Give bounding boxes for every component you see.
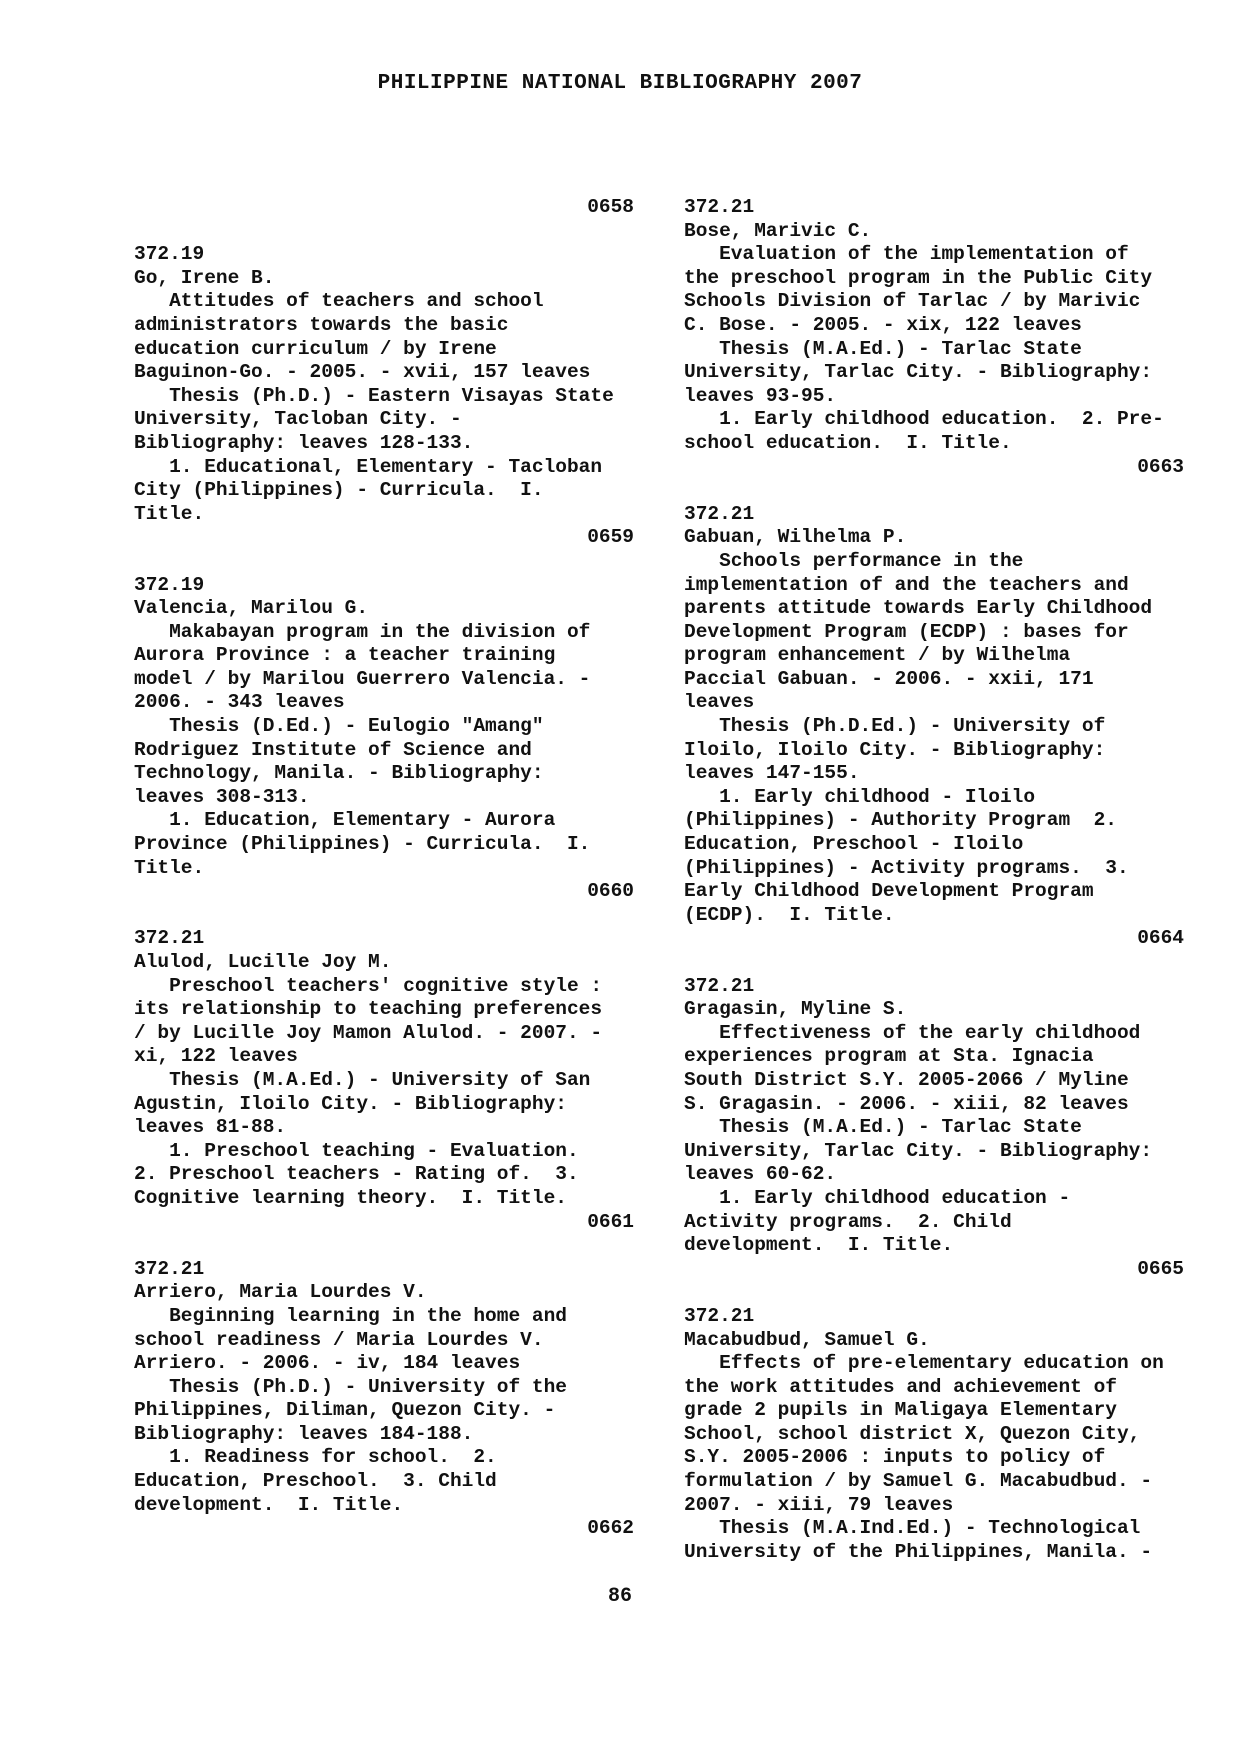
entry-line (134, 1234, 634, 1258)
entry-line: S. Gragasin. - 2006. - xiii, 82 leaves (684, 1092, 1129, 1115)
entry-line: Education, Preschool - Iloilo (684, 833, 1024, 856)
entry-line: Arriero, Maria Lourdes V. (134, 1281, 427, 1304)
entry-line: Gragasin, Myline S. (684, 998, 907, 1021)
entry-line: 1. Education, Elementary - Aurora (134, 809, 556, 832)
entry-line: 2007. - xiii, 79 leaves (684, 1493, 954, 1516)
entry-line: Rodriguez Institute of Science and (134, 738, 532, 761)
entry-line: 372.19 (134, 243, 205, 266)
entry-line: S.Y. 2005-2006 : inputs to policy of (684, 1446, 1106, 1469)
entry-line: Beginning learning in the home and (134, 1304, 567, 1327)
entry-line: Alulod, Lucille Joy M. (134, 951, 392, 973)
entry-line: leaves 147-155. (684, 762, 860, 785)
entry-line (134, 550, 634, 574)
entry-line: Thesis (D.Ed.) - Eulogio "Amang" (134, 715, 544, 738)
entry-line: parents attitude towards Early Childhood (684, 597, 1153, 620)
entry-line: / by Lucille Joy Mamon Alulod. - 2007. - (134, 1021, 603, 1044)
entry-line: 1. Early childhood education - (684, 1186, 1071, 1209)
entry-line: Activity programs. 2. Child (684, 1210, 1012, 1233)
entry-line: Iloilo, Iloilo City. - Bibliography: (684, 738, 1106, 761)
entry-line: Arriero. - 2006. - iv, 184 leaves (134, 1352, 521, 1375)
entry-line: Agustin, Iloilo City. - Bibliography: (134, 1092, 567, 1115)
entry-line: Philippines, Diliman, Quezon City. - (134, 1399, 556, 1422)
entry-line: Early Childhood Development Program (684, 880, 1094, 903)
entry-line: development. I. Title. (134, 1493, 404, 1516)
entry-line: Effects of pre-elementary education on (684, 1352, 1164, 1375)
entry-line: Thesis (M.A.Ind.Ed.) - Technological (684, 1517, 1141, 1540)
entry-line: 2. Preschool teachers - Rating of. 3. (134, 1163, 579, 1186)
entry-line: University, Tacloban City. - (134, 408, 462, 431)
entry-line: Macabudbud, Samuel G. (684, 1328, 930, 1351)
entry-number: 0659 (587, 526, 634, 549)
entry-line: Bibliography: leaves 184-188. (134, 1422, 474, 1445)
entry-line: Development Program (ECDP) : bases for (684, 620, 1129, 643)
entry-line: 372.21 (684, 196, 755, 218)
entry-line: school readiness / Maria Lourdes V. (134, 1328, 544, 1351)
entry-number: 0661 (587, 1210, 634, 1233)
entry-line: Province (Philippines) - Curricula. I. (134, 833, 591, 856)
entry-line: leaves (684, 691, 755, 714)
entry-line: 1. Preschool teaching - Evaluation. (134, 1139, 579, 1162)
entry-line: Education, Preschool. 3. Child (134, 1470, 497, 1493)
entry-line: Go, Irene B. (134, 266, 275, 289)
entry-line (684, 1281, 1184, 1305)
entry-line: (Philippines) - Authority Program 2. (684, 809, 1117, 832)
entry-line: Thesis (Ph.D.Ed.) - University of (684, 715, 1106, 738)
entry-line: 372.21 (684, 1304, 755, 1327)
entry-line: Schools performance in the (684, 549, 1024, 572)
entry-line (134, 904, 634, 928)
entry-line: Thesis (Ph.D.) - Eastern Visayas State (134, 384, 614, 407)
entry-line: the work attitudes and achievement of (684, 1375, 1117, 1398)
entry-line (684, 479, 1184, 503)
entry-line: 1. Readiness for school. 2. (134, 1446, 497, 1469)
entry-line: C. Bose. - 2005. - xix, 122 leaves (684, 313, 1082, 336)
entry-line: education curriculum / by Irene (134, 337, 497, 360)
entry-line: Baguinon-Go. - 2005. - xvii, 157 leaves (134, 361, 591, 384)
entry-line: South District S.Y. 2005-2066 / Myline (684, 1068, 1129, 1091)
entry-line: School, school district X, Quezon City, (684, 1422, 1141, 1445)
entry-line: experiences program at Sta. Ignacia (684, 1045, 1094, 1068)
entry-line: 2006. - 343 leaves (134, 691, 345, 714)
entry-line: Bibliography: leaves 128-133. (134, 431, 474, 454)
entry-line: Bose, Marivic C. (684, 219, 872, 242)
entry-line: Thesis (M.A.Ed.) - Tarlac State (684, 1116, 1082, 1139)
entry-line: leaves 93-95. (684, 384, 837, 407)
entry-line: City (Philippines) - Curricula. I. (134, 479, 544, 502)
entry-line: development. I. Title. (684, 1234, 954, 1257)
entry-line: Thesis (Ph.D.) - University of the (134, 1375, 567, 1398)
entry-line: Cognitive learning theory. I. Title. (134, 1186, 567, 1209)
entry-number: 0664 (1137, 927, 1184, 950)
entry-line: Thesis (M.A.Ed.) - University of San (134, 1068, 591, 1091)
entry-number: 0665 (1137, 1257, 1184, 1280)
entry-line: Evaluation of the implementation of (684, 243, 1129, 266)
entry-line: Technology, Manila. - Bibliography: (134, 762, 544, 785)
entry-line: Makabayan program in the division of (134, 620, 591, 643)
entry-line (684, 951, 1184, 975)
entry-line: Title. (134, 502, 205, 525)
entry-line: University of the Philippines, Manila. - (684, 1540, 1153, 1563)
entry-line: 372.21 (684, 974, 755, 997)
entry-line: Schools Division of Tarlac / by Marivic (684, 290, 1141, 313)
entry-number: 0660 (587, 880, 634, 903)
entry-line: 372.21 (134, 1257, 205, 1280)
entry-line: Effectiveness of the early childhood (684, 1021, 1141, 1044)
entry-line: Preschool teachers' cognitive style : (134, 974, 603, 997)
entry-line: 1. Early childhood education. 2. Pre- (684, 408, 1164, 431)
page-number: 86 (607, 1585, 632, 1608)
right-column (684, 196, 1184, 1564)
entry-line: grade 2 pupils in Maligaya Elementary (684, 1399, 1117, 1422)
entry-line: 372.19 (134, 573, 205, 596)
entry-line: (ECDP). I. Title. (684, 903, 895, 926)
entry-line: administrators towards the basic (134, 313, 509, 336)
entry-number: 0658 (587, 196, 634, 218)
entry-line: (Philippines) - Activity programs. 3. (684, 856, 1129, 879)
entry-line: Attitudes of teachers and school (134, 290, 544, 313)
entry-line: 372.21 (134, 927, 205, 950)
entry-line: program enhancement / by Wilhelma (684, 644, 1071, 667)
entry-line: leaves 60-62. (684, 1163, 837, 1186)
entry-line: Title. (134, 856, 205, 879)
entry-line: the preschool program in the Public City (684, 266, 1153, 289)
entry-line: 372.21 (684, 502, 755, 525)
entry-number: 0662 (587, 1517, 634, 1540)
entry-line: school education. I. Title. (684, 431, 1012, 454)
entry-line: model / by Marilou Guerrero Valencia. - (134, 667, 591, 690)
entry-line: xi, 122 leaves (134, 1045, 298, 1068)
entry-line: University, Tarlac City. - Bibliography: (684, 361, 1153, 384)
entry-line: its relationship to teaching preferences (134, 998, 603, 1021)
left-column (134, 196, 634, 1541)
entry-number: 0663 (1137, 455, 1184, 478)
page-header-title: PHILIPPINE NATIONAL BIBLIOGRAPHY 2007 (377, 72, 863, 95)
entry-line: Paccial Gabuan. - 2006. - xxii, 171 (684, 667, 1094, 690)
entry-line: Gabuan, Wilhelma P. (684, 526, 907, 549)
entry-line: leaves 308-313. (134, 785, 310, 808)
entry-line: Aurora Province : a teacher training (134, 644, 556, 667)
entry-line: implementation of and the teachers and (684, 573, 1129, 596)
entry-line: formulation / by Samuel G. Macabudbud. - (684, 1470, 1153, 1493)
entry-line: leaves 81-88. (134, 1116, 287, 1139)
entry-line: University, Tarlac City. - Bibliography: (684, 1139, 1153, 1162)
entry-line: 1. Early childhood - Iloilo (684, 785, 1036, 808)
entry-line (134, 220, 634, 244)
entry-line: Valencia, Marilou G. (134, 597, 369, 620)
entry-line: Thesis (M.A.Ed.) - Tarlac State (684, 337, 1082, 360)
entry-line: 1. Educational, Elementary - Tacloban (134, 455, 603, 478)
